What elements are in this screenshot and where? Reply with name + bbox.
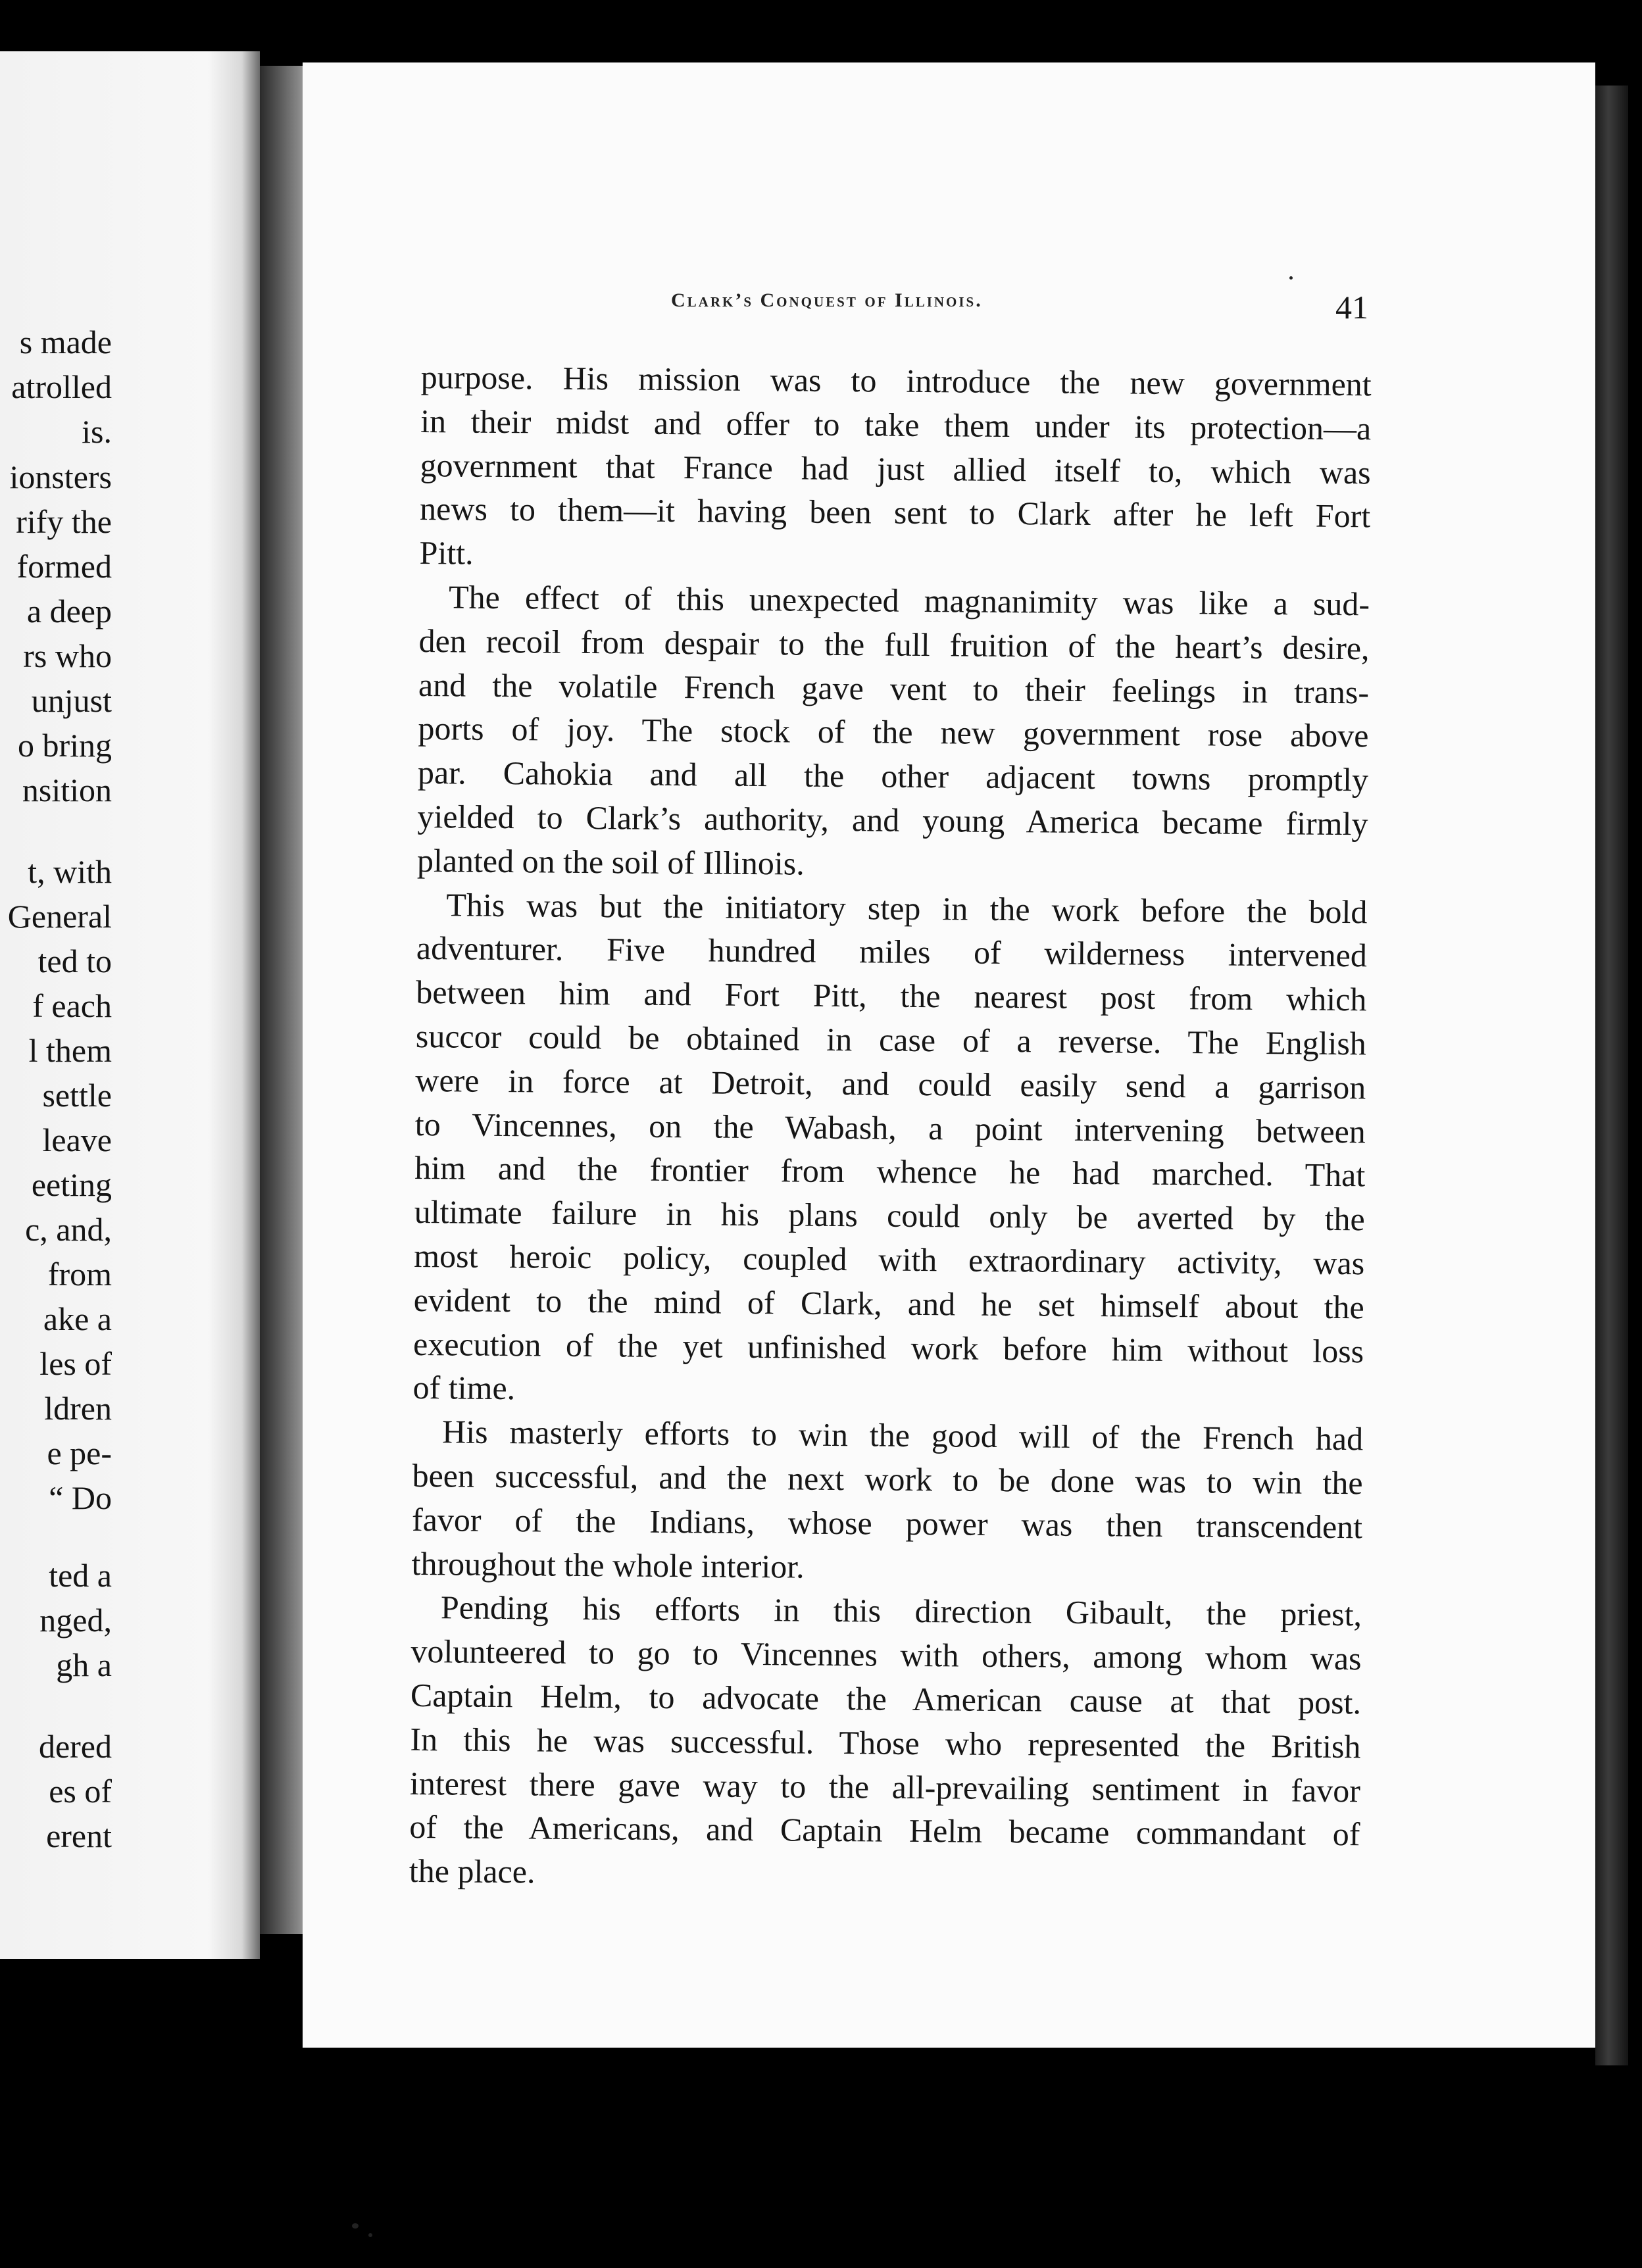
scan-speck <box>368 2233 372 2237</box>
left-page-fragment: dered <box>38 1728 112 1765</box>
right-page-edge <box>1595 86 1628 2065</box>
text-line: in their midst and offer to take them under its protection—a <box>420 402 1372 447</box>
left-page-fragment: l them <box>28 1032 112 1069</box>
text-line: ports of joy. The stock of the new government rose above <box>418 710 1369 754</box>
left-page-fragment: les of <box>39 1345 112 1382</box>
left-page-fragment: ldren <box>44 1390 112 1427</box>
text-line: most heroic policy, coupled with extraordinary activity, was <box>414 1237 1365 1282</box>
left-page-fragment: rify the <box>16 503 112 540</box>
text-line: The effect of this unexpected magnanimity was like a sud- <box>448 578 1370 623</box>
left-page-fragment: t, with <box>28 853 112 890</box>
paragraph <box>411 1410 1363 1593</box>
scan-speck <box>1289 276 1293 280</box>
left-page-fragment: General <box>7 898 112 935</box>
left-page-fragment: s made <box>19 324 112 360</box>
paragraph <box>417 575 1370 890</box>
left-page-fragment: formed <box>16 548 112 585</box>
scan-speck <box>352 2223 359 2229</box>
text-line: execution of the yet unfinished work before him without loss <box>412 1325 1364 1369</box>
text-line: between him and Fort Pitt, the nearest post from which <box>416 974 1367 1018</box>
left-page-fragment: e pe- <box>47 1435 112 1471</box>
left-page-fragment: from <box>47 1256 112 1293</box>
text-line: him and the frontier from whence he had marched. That <box>414 1149 1366 1194</box>
left-page-fragment: unjust <box>31 682 112 719</box>
page-body-text <box>409 355 1372 1900</box>
text-line: Pending his efforts in this direction Gibault, the priest, <box>440 1589 1362 1633</box>
left-page-fragment: nged, <box>39 1602 112 1639</box>
left-page-fragment: “ Do <box>49 1479 112 1516</box>
left-page-fragment: atrolled <box>11 368 112 405</box>
text-line: yielded to Clark’s authority, and young America became firmly <box>417 797 1368 843</box>
left-page-fragment: nsition <box>22 772 112 808</box>
left-page-fragment: a deep <box>26 593 112 629</box>
text-line: of the Americans, and Captain Helm became commandant of <box>409 1808 1360 1853</box>
text-line: volunteered to go to Vincennes with others, among whom was <box>410 1633 1362 1677</box>
text-line: This was but the initiatory step in the work before the bold <box>446 885 1368 930</box>
paragraph <box>412 883 1367 1418</box>
page-number: 41 <box>1335 289 1368 326</box>
text-line: favor of the Indians, whose power was then transcendent <box>411 1500 1363 1546</box>
left-page-fragment: f each <box>32 987 112 1024</box>
left-page-fragment: erent <box>46 1817 112 1854</box>
left-page <box>0 51 260 1959</box>
text-line: and the volatile French gave vent to their feelings in trans- <box>418 666 1370 710</box>
text-line: were in force at Detroit, and could easily send a garrison <box>415 1061 1366 1106</box>
left-page-fragment: ted a <box>49 1557 112 1594</box>
left-page-fragment: eeting <box>31 1166 112 1203</box>
text-line: Captain Helm, to advocate the American cause at that post. <box>410 1676 1362 1721</box>
left-page-fragment: leave <box>42 1122 112 1158</box>
left-page-fragment: ake a <box>43 1300 112 1337</box>
text-line: purpose. His mission was to introduce the new government <box>420 358 1372 403</box>
running-header: Clark’s Conquest of Illinois. <box>671 289 983 311</box>
text-line: evident to the mind of Clark, and he set himself about the <box>413 1281 1364 1326</box>
left-page-fragment: o bring <box>17 727 112 764</box>
text-line: ultimate failure in his plans could only be averted by the <box>414 1193 1365 1238</box>
text-line: Pitt. <box>419 534 474 572</box>
text-line: to Vincennes, on the Wabash, a point intervening between <box>414 1105 1366 1150</box>
left-page-fragment: c, and, <box>25 1211 112 1248</box>
text-line: par. Cahokia and all the other adjacent towns promptly <box>417 754 1369 799</box>
left-page-fragment: rs who <box>23 637 112 674</box>
text-line: been successful, and the next work to be done was to win the <box>412 1456 1363 1502</box>
text-line: His masterly efforts to win the good will of the French had <box>441 1413 1364 1458</box>
left-page-fragment: gh a <box>56 1646 112 1683</box>
text-line: throughout the whole interior. <box>411 1544 805 1585</box>
paragraph <box>409 1585 1362 1900</box>
left-page-fragment: ted to <box>37 943 112 979</box>
text-line: planted on the soil of Illinois. <box>416 841 805 882</box>
text-line: news to them—it having been sent to Clark after he left Fort <box>419 490 1371 535</box>
left-page-fragment: es of <box>49 1773 112 1810</box>
left-page-fragment: settle <box>42 1077 112 1114</box>
text-line: interest there gave way to the all-prevailing sentiment in favor <box>409 1764 1361 1809</box>
text-line: government that France had just allied itself to, which was <box>420 446 1371 491</box>
left-page-fragment: ionsters <box>9 458 112 495</box>
paragraph <box>419 355 1372 582</box>
text-line: adventurer. Five hundred miles of wilderness intervened <box>416 929 1368 974</box>
text-line: the place. <box>409 1852 535 1890</box>
text-line: In this he was successful. Those who represented the British <box>410 1720 1361 1765</box>
text-line: den recoil from despair to the full fruition of the heart’s desire, <box>418 622 1370 667</box>
text-line: succor could be obtained in case of a reverse. The English <box>415 1017 1367 1062</box>
left-page-fragment: is. <box>82 413 112 450</box>
text-line: of time. <box>412 1369 516 1407</box>
